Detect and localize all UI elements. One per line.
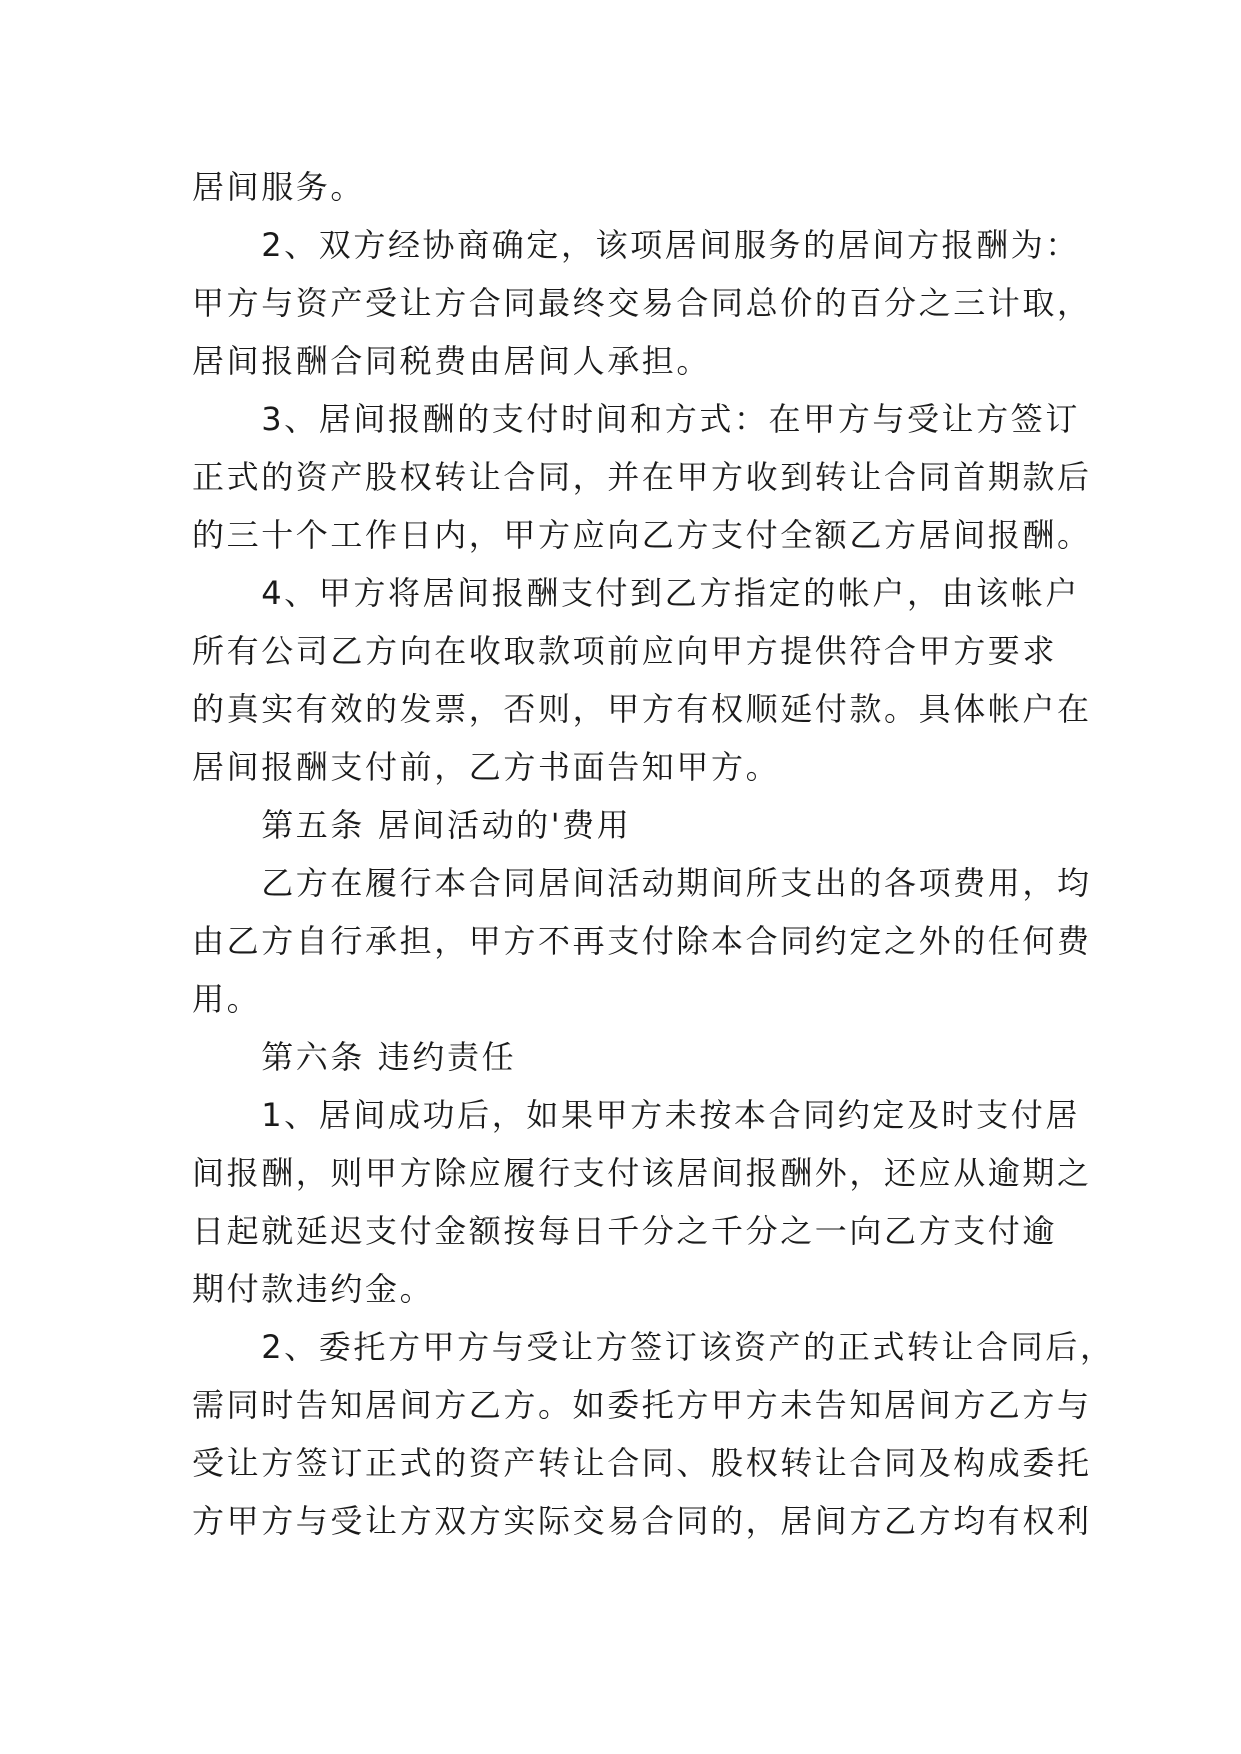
text-line: 4、甲方将居间报酬支付到乙方指定的帐户，由该帐户 xyxy=(192,574,1080,612)
text-line: 的真实有效的发票，否则，甲方有权顺延付款。具体帐户在 xyxy=(192,690,1092,728)
text-line: 2、委托方甲方与受让方签订该资产的正式转让合同后， xyxy=(192,1328,1115,1366)
text-line: 居间报酬合同税费由居间人承担。 xyxy=(192,342,712,380)
text-line: 期付款违约金。 xyxy=(192,1270,435,1308)
text-line: 需同时告知居间方乙方。如委托方甲方未告知居间方乙方与 xyxy=(192,1386,1092,1424)
text-line: 1、居间成功后，如果甲方未按本合同约定及时支付居 xyxy=(192,1096,1080,1134)
text-line: 方甲方与受让方双方实际交易合同的，居间方乙方均有权利 xyxy=(192,1502,1092,1540)
text-line: 2、双方经协商确定，该项居间服务的居间方报酬为： xyxy=(192,226,1080,264)
text-line: 的三十个工作日内，甲方应向乙方支付全额乙方居间报酬。 xyxy=(192,516,1092,554)
text-line: 甲方与资产受让方合同最终交易合同总价的百分之三计取， xyxy=(192,284,1092,322)
text-line: 居间报酬支付前，乙方书面告知甲方。 xyxy=(192,748,781,786)
text-line: 居间服务。 xyxy=(192,168,366,206)
section-heading: 第五条 居间活动的'费用 xyxy=(192,806,632,844)
text-line: 用。 xyxy=(192,980,262,1018)
text-line: 所有公司乙方向在收取款项前应向甲方提供符合甲方要求 xyxy=(192,632,1058,670)
text-line: 3、居间报酬的支付时间和方式：在甲方与受让方签订 xyxy=(192,400,1080,438)
text-line: 乙方在履行本合同居间活动期间所支出的各项费用，均 xyxy=(192,864,1092,902)
text-line: 间报酬，则甲方除应履行支付该居间报酬外，还应从逾期之 xyxy=(192,1154,1092,1192)
text-line: 日起就延迟支付金额按每日千分之千分之一向乙方支付逾 xyxy=(192,1212,1058,1250)
contract-body-text xyxy=(192,158,1115,1550)
text-line: 由乙方自行承担，甲方不再支付除本合同约定之外的任何费 xyxy=(192,922,1092,960)
section-heading: 第六条 违约责任 xyxy=(192,1038,517,1076)
text-line: 受让方签订正式的资产转让合同、股权转让合同及构成委托 xyxy=(192,1444,1092,1482)
text-line: 正式的资产股权转让合同，并在甲方收到转让合同首期款后 xyxy=(192,458,1092,496)
